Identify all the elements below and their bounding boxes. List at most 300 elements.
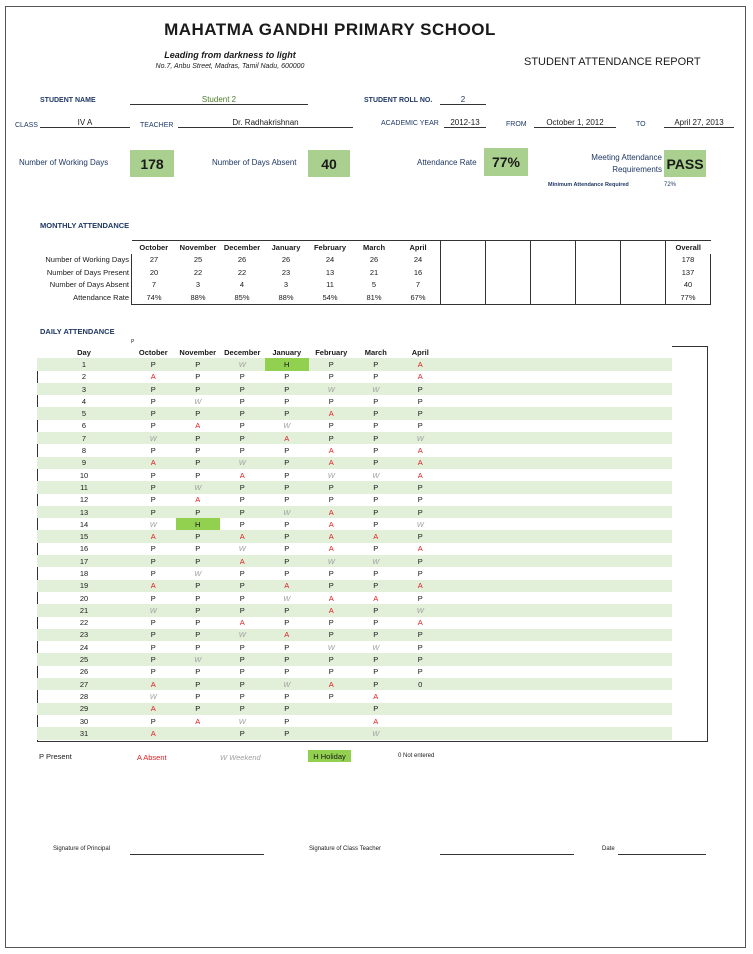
- day-number: 15: [37, 530, 131, 542]
- daily-filler: [443, 604, 672, 616]
- attendance-cell[interactable]: A: [239, 470, 245, 480]
- attendance-cell[interactable]: P: [220, 703, 265, 715]
- day-number: 2: [81, 372, 87, 382]
- roll-no-value: 2: [440, 95, 486, 105]
- report-title: STUDENT ATTENDANCE REPORT: [524, 56, 701, 68]
- monthly-empty-col: [531, 254, 576, 267]
- stray-mark: P: [131, 339, 135, 345]
- attendance-cell[interactable]: P: [239, 372, 245, 382]
- attendance-cell[interactable]: A: [265, 629, 310, 641]
- attendance-cell[interactable]: P: [150, 716, 156, 726]
- attendance-cell[interactable]: W: [327, 470, 335, 480]
- attendance-cell[interactable]: P: [176, 358, 221, 370]
- daily-attendance-table: [37, 346, 672, 740]
- attendance-cell[interactable]: P: [354, 629, 399, 641]
- attendance-cell[interactable]: W: [372, 470, 380, 480]
- attendance-cell[interactable]: P: [373, 446, 379, 456]
- attendance-cell[interactable]: P: [354, 703, 399, 715]
- attendance-cell[interactable]: P: [309, 580, 354, 592]
- attendance-cell[interactable]: P: [417, 667, 423, 677]
- attendance-cell[interactable]: P: [131, 506, 176, 518]
- day-header: Day: [37, 346, 131, 358]
- attendance-cell[interactable]: W: [194, 568, 202, 578]
- attendance-cell[interactable]: W: [283, 593, 291, 603]
- attendance-cell[interactable]: W: [398, 604, 443, 616]
- attendance-cell[interactable]: P: [354, 604, 399, 616]
- attendance-cell[interactable]: P: [309, 653, 354, 665]
- days-absent-box: 40: [308, 150, 350, 177]
- attendance-cell[interactable]: P: [195, 372, 201, 382]
- attendance-cell[interactable]: P: [284, 396, 290, 406]
- day-number: 13: [37, 506, 131, 518]
- attendance-cell[interactable]: P: [265, 653, 310, 665]
- attendance-cell[interactable]: 0: [398, 678, 443, 690]
- day-number: 9: [37, 457, 131, 469]
- attendance-cell[interactable]: W: [176, 653, 221, 665]
- daily-filler: [443, 715, 672, 727]
- attendance-cell[interactable]: P: [284, 544, 290, 554]
- daily-row: [37, 371, 672, 383]
- monthly-overall-header: Overall: [666, 241, 711, 254]
- attendance-cell[interactable]: P: [220, 481, 265, 493]
- attendance-cell[interactable]: A: [195, 716, 201, 726]
- day-number: 18: [79, 568, 89, 578]
- daily-row: [37, 457, 672, 469]
- attendance-cell[interactable]: P: [354, 678, 399, 690]
- attendance-cell[interactable]: P: [265, 555, 310, 567]
- attendance-cell[interactable]: [398, 727, 443, 739]
- attendance-cell[interactable]: W: [354, 727, 399, 739]
- attendance-cell[interactable]: P: [220, 653, 265, 665]
- attendance-cell[interactable]: A: [417, 470, 423, 480]
- attendance-cell[interactable]: P: [328, 691, 334, 701]
- attendance-cell[interactable]: P: [398, 383, 443, 395]
- attendance-cell[interactable]: A: [131, 457, 176, 469]
- attendance-cell[interactable]: P: [354, 432, 399, 444]
- attendance-cell[interactable]: W: [416, 519, 424, 529]
- attendance-cell[interactable]: A: [373, 691, 379, 701]
- attendance-cell[interactable]: W: [194, 396, 202, 406]
- attendance-cell[interactable]: P: [284, 519, 290, 529]
- monthly-month-header: December: [220, 241, 264, 254]
- attendance-cell[interactable]: P: [284, 568, 290, 578]
- attendance-cell[interactable]: A: [417, 544, 423, 554]
- daily-row: [37, 641, 672, 653]
- attendance-cell[interactable]: P: [328, 495, 334, 505]
- attendance-cell[interactable]: H: [265, 358, 310, 370]
- attendance-cell[interactable]: P: [398, 555, 443, 567]
- attendance-cell[interactable]: W: [238, 716, 246, 726]
- monthly-cell: 13: [325, 267, 335, 277]
- attendance-rate-label: Attendance Rate: [417, 158, 477, 167]
- attendance-cell[interactable]: P: [265, 457, 310, 469]
- attendance-cell[interactable]: A: [309, 530, 354, 542]
- attendance-cell[interactable]: [398, 715, 443, 727]
- daily-row: [37, 494, 672, 506]
- attendance-cell[interactable]: W: [265, 678, 310, 690]
- attendance-cell[interactable]: A: [328, 519, 334, 529]
- daily-filler: [443, 653, 672, 665]
- daily-filler: [443, 346, 672, 358]
- attendance-cell[interactable]: A: [417, 372, 423, 382]
- attendance-cell[interactable]: A: [328, 593, 334, 603]
- day-number: 6: [81, 421, 87, 431]
- attendance-cell[interactable]: P: [373, 372, 379, 382]
- attendance-cell[interactable]: A: [309, 457, 354, 469]
- attendance-cell[interactable]: W: [220, 358, 265, 370]
- daily-row: [37, 592, 672, 604]
- attendance-cell[interactable]: P: [309, 629, 354, 641]
- daily-row: [37, 666, 672, 678]
- monthly-cell: 85%: [220, 291, 264, 304]
- attendance-cell[interactable]: P: [220, 407, 265, 419]
- attendance-cell[interactable]: P: [176, 407, 221, 419]
- monthly-row-label: Number of Days Present: [46, 267, 129, 277]
- attendance-cell[interactable]: P: [195, 470, 201, 480]
- attendance-cell[interactable]: P: [239, 642, 245, 652]
- monthly-header-blank: [37, 241, 132, 254]
- teacher-signature-label: Signature of Class Teacher: [309, 846, 381, 852]
- monthly-empty-col: [531, 291, 576, 304]
- attendance-cell[interactable]: [398, 703, 443, 715]
- attendance-cell[interactable]: P: [150, 446, 156, 456]
- attendance-cell[interactable]: P: [131, 358, 176, 370]
- daily-row: [37, 444, 672, 456]
- attendance-cell[interactable]: P: [309, 432, 354, 444]
- attendance-cell[interactable]: P: [176, 506, 221, 518]
- attendance-cell[interactable]: P: [354, 653, 399, 665]
- attendance-cell[interactable]: P: [417, 642, 423, 652]
- attendance-cell[interactable]: W: [131, 604, 176, 616]
- daily-row: [37, 617, 672, 629]
- attendance-cell[interactable]: P: [398, 530, 443, 542]
- attendance-cell[interactable]: P: [131, 481, 176, 493]
- attendance-cell[interactable]: [309, 715, 354, 727]
- date-line[interactable]: [618, 853, 706, 855]
- working-days-box: 178: [130, 150, 174, 177]
- attendance-cell[interactable]: P: [417, 421, 423, 431]
- daily-filler: [443, 666, 672, 678]
- daily-row: [37, 469, 672, 481]
- attendance-cell[interactable]: P: [354, 358, 399, 370]
- attendance-cell[interactable]: P: [176, 383, 221, 395]
- attendance-cell[interactable]: P: [373, 495, 379, 505]
- attendance-cell[interactable]: [309, 727, 354, 739]
- attendance-cell[interactable]: P: [150, 667, 156, 677]
- monthly-cell: 21: [369, 267, 379, 277]
- attendance-cell[interactable]: A: [309, 407, 354, 419]
- attendance-cell[interactable]: W: [283, 421, 291, 431]
- attendance-cell[interactable]: P: [150, 470, 156, 480]
- daily-row: [37, 481, 672, 493]
- attendance-cell[interactable]: W: [149, 519, 157, 529]
- attendance-cell[interactable]: P: [195, 691, 201, 701]
- attendance-cell[interactable]: A: [220, 555, 265, 567]
- attendance-cell[interactable]: W: [131, 432, 176, 444]
- teacher-signature-line[interactable]: [440, 853, 574, 855]
- monthly-row-label: Attendance Rate: [73, 293, 129, 302]
- attendance-cell[interactable]: A: [398, 358, 443, 370]
- attendance-cell[interactable]: P: [195, 667, 201, 677]
- attendance-cell[interactable]: P: [220, 678, 265, 690]
- attendance-cell[interactable]: P: [150, 618, 156, 628]
- monthly-cell: 74%: [132, 291, 177, 304]
- monthly-cell: 7: [132, 279, 177, 292]
- attendance-cell[interactable]: P: [373, 544, 379, 554]
- attendance-cell[interactable]: P: [150, 495, 156, 505]
- attendance-cell[interactable]: P: [398, 653, 443, 665]
- attendance-cell[interactable]: A: [195, 495, 201, 505]
- attendance-cell[interactable]: P: [398, 407, 443, 419]
- attendance-cell[interactable]: [309, 703, 354, 715]
- legend-absent: A Absent: [137, 753, 167, 762]
- attendance-cell[interactable]: W: [149, 691, 157, 701]
- attendance-cell[interactable]: P: [354, 457, 399, 469]
- attendance-cell[interactable]: P: [265, 604, 310, 616]
- attendance-cell[interactable]: A: [373, 593, 379, 603]
- attendance-cell[interactable]: P: [328, 372, 334, 382]
- attendance-cell[interactable]: P: [239, 691, 245, 701]
- attendance-cell[interactable]: P: [131, 629, 176, 641]
- attendance-cell[interactable]: P: [150, 396, 156, 406]
- attendance-cell[interactable]: P: [284, 716, 290, 726]
- attendance-cell[interactable]: P: [176, 580, 221, 592]
- attendance-cell[interactable]: P: [373, 421, 379, 431]
- monthly-overall-cell: 137: [666, 266, 711, 279]
- attendance-cell[interactable]: A: [131, 580, 176, 592]
- attendance-cell[interactable]: A: [373, 716, 379, 726]
- monthly-cell: 3: [195, 280, 201, 290]
- attendance-cell[interactable]: P: [131, 653, 176, 665]
- attendance-cell[interactable]: P: [195, 544, 201, 554]
- monthly-row: [37, 266, 711, 279]
- attendance-cell[interactable]: [176, 727, 221, 739]
- student-name-value: Student 2: [130, 95, 308, 105]
- attendance-cell[interactable]: A: [131, 678, 176, 690]
- attendance-cell[interactable]: P: [220, 580, 265, 592]
- attendance-cell[interactable]: A: [220, 530, 265, 542]
- attendance-cell[interactable]: A: [131, 530, 176, 542]
- attendance-cell[interactable]: P: [265, 481, 310, 493]
- academic-year-value: 2012-13: [444, 118, 486, 128]
- attendance-cell[interactable]: P: [195, 642, 201, 652]
- attendance-cell[interactable]: H: [176, 518, 221, 530]
- monthly-overall-cell: 77%: [666, 291, 711, 304]
- attendance-cell[interactable]: P: [284, 495, 290, 505]
- attendance-cell[interactable]: P: [265, 703, 310, 715]
- daily-month-header: February: [309, 346, 354, 358]
- legend-holiday: H Holiday: [308, 750, 351, 762]
- daily-row: [37, 383, 672, 395]
- attendance-cell[interactable]: W: [309, 555, 354, 567]
- monthly-row-label: Number of Days Absent: [49, 280, 129, 290]
- attendance-cell[interactable]: P: [373, 568, 379, 578]
- attendance-cell[interactable]: P: [195, 593, 201, 603]
- attendance-cell[interactable]: P: [239, 495, 245, 505]
- attendance-cell[interactable]: P: [398, 481, 443, 493]
- attendance-cell[interactable]: W: [220, 457, 265, 469]
- attendance-cell[interactable]: P: [265, 530, 310, 542]
- attendance-cell[interactable]: A: [265, 580, 310, 592]
- attendance-cell[interactable]: P: [150, 544, 156, 554]
- attendance-cell[interactable]: P: [176, 678, 221, 690]
- attendance-cell[interactable]: P: [417, 396, 423, 406]
- attendance-cell[interactable]: A: [417, 446, 423, 456]
- attendance-cell[interactable]: P: [131, 383, 176, 395]
- attendance-cell[interactable]: P: [284, 470, 290, 480]
- attendance-cell[interactable]: W: [265, 506, 310, 518]
- attendance-cell[interactable]: W: [398, 432, 443, 444]
- attendance-cell[interactable]: A: [150, 372, 156, 382]
- attendance-cell[interactable]: P: [328, 618, 334, 628]
- attendance-cell[interactable]: A: [309, 604, 354, 616]
- attendance-cell[interactable]: W: [354, 555, 399, 567]
- monthly-row: [37, 291, 711, 304]
- daily-filler: [443, 690, 672, 702]
- attendance-cell[interactable]: P: [195, 618, 201, 628]
- attendance-cell[interactable]: P: [220, 383, 265, 395]
- attendance-cell[interactable]: P: [131, 555, 176, 567]
- attendance-cell[interactable]: W: [220, 629, 265, 641]
- attendance-cell[interactable]: P: [150, 421, 156, 431]
- student-name-label: STUDENT NAME: [40, 97, 96, 104]
- attendance-cell[interactable]: P: [284, 691, 290, 701]
- attendance-cell[interactable]: P: [220, 727, 265, 739]
- attendance-cell[interactable]: P: [239, 667, 245, 677]
- attendance-cell[interactable]: [398, 690, 443, 702]
- attendance-cell[interactable]: P: [328, 396, 334, 406]
- attendance-cell[interactable]: A: [131, 727, 176, 739]
- attendance-cell[interactable]: A: [309, 506, 354, 518]
- monthly-month-header: March: [352, 241, 396, 254]
- attendance-cell[interactable]: P: [417, 593, 423, 603]
- attendance-cell[interactable]: P: [239, 519, 245, 529]
- daily-filler: [443, 703, 672, 715]
- attendance-cell[interactable]: P: [284, 446, 290, 456]
- attendance-cell[interactable]: P: [239, 396, 245, 406]
- attendance-cell[interactable]: W: [372, 642, 380, 652]
- attendance-cell[interactable]: A: [309, 678, 354, 690]
- attendance-cell[interactable]: A: [354, 530, 399, 542]
- daily-filler: [443, 506, 672, 518]
- attendance-cell[interactable]: P: [176, 530, 221, 542]
- attendance-cell[interactable]: P: [265, 383, 310, 395]
- monthly-cell: 5: [371, 280, 377, 290]
- attendance-cell[interactable]: P: [284, 372, 290, 382]
- monthly-empty-col: [486, 241, 531, 254]
- attendance-cell[interactable]: A: [328, 544, 334, 554]
- attendance-cell[interactable]: P: [354, 481, 399, 493]
- attendance-cell[interactable]: A: [195, 421, 201, 431]
- attendance-cell[interactable]: P: [354, 407, 399, 419]
- attendance-cell[interactable]: P: [417, 495, 423, 505]
- attendance-cell[interactable]: P: [176, 555, 221, 567]
- attendance-cell[interactable]: P: [398, 506, 443, 518]
- attendance-cell[interactable]: P: [265, 407, 310, 419]
- attendance-cell[interactable]: P: [150, 593, 156, 603]
- attendance-cell[interactable]: A: [328, 446, 334, 456]
- attendance-cell[interactable]: A: [398, 580, 443, 592]
- attendance-cell[interactable]: A: [417, 618, 423, 628]
- attendance-cell[interactable]: P: [373, 667, 379, 677]
- attendance-cell[interactable]: P: [150, 642, 156, 652]
- attendance-cell[interactable]: P: [284, 642, 290, 652]
- attendance-cell[interactable]: W: [238, 544, 246, 554]
- attendance-cell[interactable]: P: [150, 568, 156, 578]
- attendance-cell[interactable]: P: [239, 446, 245, 456]
- attendance-cell[interactable]: P: [176, 432, 221, 444]
- attendance-cell[interactable]: P: [176, 629, 221, 641]
- attendance-cell[interactable]: P: [328, 568, 334, 578]
- attendance-cell[interactable]: P: [284, 618, 290, 628]
- attendance-cell[interactable]: W: [327, 642, 335, 652]
- attendance-cell[interactable]: P: [328, 421, 334, 431]
- attendance-cell[interactable]: W: [309, 383, 354, 395]
- day-number: 30: [79, 716, 89, 726]
- attendance-cell[interactable]: P: [176, 703, 221, 715]
- attendance-cell[interactable]: A: [398, 457, 443, 469]
- attendance-cell[interactable]: P: [309, 358, 354, 370]
- attendance-cell[interactable]: P: [220, 432, 265, 444]
- attendance-cell[interactable]: P: [354, 506, 399, 518]
- attendance-cell[interactable]: P: [309, 481, 354, 493]
- attendance-cell[interactable]: P: [354, 580, 399, 592]
- attendance-cell[interactable]: P: [398, 629, 443, 641]
- daily-filler: [443, 358, 672, 370]
- attendance-cell[interactable]: P: [220, 604, 265, 616]
- legend-not-entered: 0 Not entered: [398, 753, 435, 759]
- attendance-cell[interactable]: P: [239, 568, 245, 578]
- class-value: IV A: [40, 118, 130, 128]
- to-label: TO: [636, 121, 646, 128]
- attendance-cell[interactable]: P: [265, 727, 310, 739]
- attendance-cell[interactable]: A: [265, 432, 310, 444]
- attendance-cell[interactable]: W: [354, 383, 399, 395]
- attendance-cell[interactable]: P: [176, 604, 221, 616]
- attendance-cell[interactable]: P: [195, 446, 201, 456]
- principal-signature-line[interactable]: [130, 853, 264, 855]
- attendance-cell[interactable]: P: [239, 593, 245, 603]
- attendance-cell[interactable]: P: [284, 667, 290, 677]
- daily-row: [37, 604, 672, 616]
- monthly-cell: 23: [281, 267, 291, 277]
- daily-row: [37, 678, 672, 690]
- date-label: Date: [602, 846, 615, 852]
- monthly-row: [37, 254, 711, 267]
- attendance-cell[interactable]: P: [131, 407, 176, 419]
- attendance-cell[interactable]: P: [328, 667, 334, 677]
- attendance-cell[interactable]: P: [220, 506, 265, 518]
- meeting-label-line1: Meeting Attendance: [591, 153, 662, 162]
- monthly-empty-col: [576, 279, 621, 292]
- attendance-cell[interactable]: P: [417, 568, 423, 578]
- legend-present: P Present: [39, 752, 72, 761]
- daily-filler: [443, 580, 672, 592]
- attendance-cell[interactable]: P: [373, 396, 379, 406]
- monthly-empty-col: [576, 291, 621, 304]
- attendance-cell[interactable]: P: [373, 519, 379, 529]
- attendance-cell[interactable]: W: [176, 481, 221, 493]
- daily-filler: [443, 567, 672, 579]
- attendance-cell[interactable]: A: [239, 618, 245, 628]
- daily-filler: [443, 432, 672, 444]
- attendance-cell[interactable]: P: [239, 421, 245, 431]
- daily-filler: [443, 371, 672, 383]
- attendance-cell[interactable]: A: [131, 703, 176, 715]
- attendance-cell[interactable]: P: [176, 457, 221, 469]
- monthly-cell: 22: [193, 267, 203, 277]
- attendance-cell[interactable]: P: [373, 618, 379, 628]
